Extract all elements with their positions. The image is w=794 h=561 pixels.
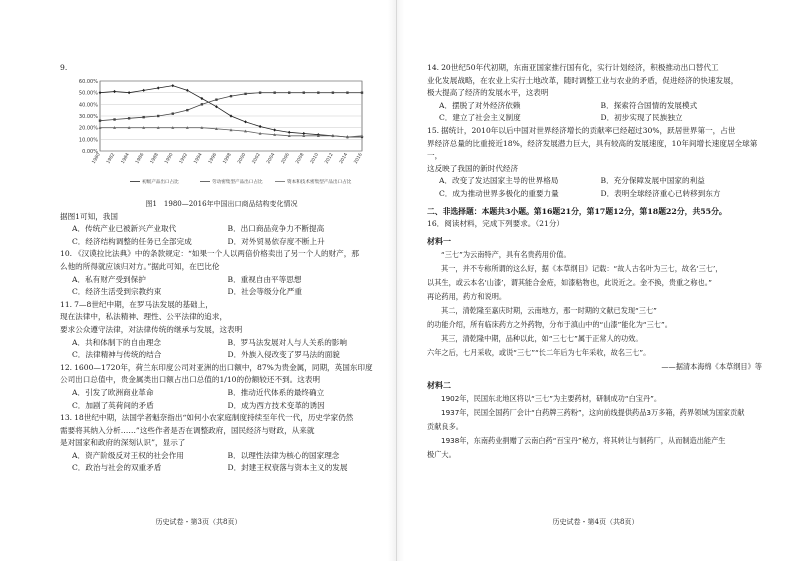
y-tick-label: 50.00% <box>78 90 98 97</box>
q9-option-d[interactable]: D．对外贸易依存度不断上升 <box>227 236 325 246</box>
data-point <box>157 114 159 116</box>
data-point <box>288 130 291 133</box>
data-point <box>113 118 115 120</box>
q15-stem-text1: 据统计，2010年以后中国对世界经济增长的贡献率已经超过30%，跃居世界第一，占世 <box>441 125 736 135</box>
q12-stem-line2: 公司出口总值中，贵金属类出口额占出口总值的1/10的份额较还不到。这表明 <box>60 375 321 385</box>
q9-stem: 据图1可知，我国 <box>60 211 118 221</box>
y-tick-label: 20.00% <box>78 125 98 132</box>
q15-number: 15. <box>427 125 440 135</box>
data-point <box>99 91 102 94</box>
data-point <box>332 91 334 93</box>
data-point <box>259 91 261 93</box>
right-page <box>397 0 794 561</box>
q9-option-c[interactable]: C．经济结构调整的任务已全部完成 <box>72 236 192 246</box>
q10-number: 10. <box>60 249 73 259</box>
data-point <box>186 109 188 111</box>
q12-option-a[interactable]: A．引发了欧洲商业革命 <box>72 387 154 397</box>
x-tick-label: 2016 <box>353 152 364 165</box>
data-point <box>186 88 189 91</box>
y-tick-label: 40.00% <box>78 101 98 108</box>
data-point <box>142 116 144 118</box>
y-tick-label: 0.00% <box>82 148 98 155</box>
q14-options <box>427 100 762 125</box>
export-structure-chart <box>70 77 370 197</box>
data-point <box>128 91 131 94</box>
x-tick-label: 2008 <box>295 152 306 165</box>
q13-stem-line3: 是对国家和政府的深刻认识”，显示了 <box>60 438 186 448</box>
x-tick-label: 1992 <box>179 152 190 165</box>
x-tick-label: 1984 <box>120 152 131 165</box>
material2-line: 1937年，民国全国药厂会计“白药牌三药粉”，这向前线提供药品3万多箱，药界领域为国家贡献 <box>441 408 745 418</box>
material2-line: 1902年，民国东北地区将以“三七”为主要药材，研制成功“白宝丹”。 <box>441 394 662 404</box>
q11-number: 11. <box>60 299 73 309</box>
q12-option-c[interactable]: C．加剧了英荷间的矛盾 <box>72 400 154 410</box>
material1-line: 其三，清乾隆中期，品种以此，如“三七七”属于正常人的功效。 <box>441 334 643 344</box>
q12-stem-text1: 1600—1720年，荷兰东印度公司对亚洲的出口额中，87%为贵金属，同期，英国东印度 <box>74 362 373 372</box>
q15-options <box>427 175 762 200</box>
material1-line: 其二，清乾隆至嘉庆时期，云南地方，那一时期的文献已发现“三七” <box>441 306 657 316</box>
data-point <box>99 119 101 121</box>
q16-intro: 16．阅读材料，完成下列要求。（21分） <box>427 218 565 228</box>
material1-source: ——据清本海绵《本草纲目》等 <box>661 362 762 372</box>
q13-stem-line2: 需要将其纳入分析……”这些作者是否在调整政府，国民经济与财政，从来就 <box>60 425 315 435</box>
left-page-footer: 历史试卷・第3页（共8页） <box>155 518 242 526</box>
q12-stem-line1 <box>60 362 383 375</box>
y-tick-label: 60.00% <box>78 78 98 85</box>
q10-stem-line1 <box>60 248 383 261</box>
y-tick-label: 10.00% <box>78 136 98 143</box>
data-point <box>244 120 247 123</box>
q13-option-a[interactable]: A．资产阶级反对王权的社会作用 <box>72 450 184 460</box>
q9-options <box>60 223 383 248</box>
material1-line: 再论药用，药方和说明。 <box>427 292 507 302</box>
q11-option-a[interactable]: A．共和体制下的自由理念 <box>72 337 162 347</box>
data-point <box>317 91 319 93</box>
q13-options <box>60 450 383 475</box>
q14-stem-line3: 极大提高了经济的发展水平，这表明 <box>427 88 549 98</box>
q14-option-b[interactable]: B．探索符合国情的发展模式 <box>600 100 698 110</box>
x-tick-label: 1998 <box>222 152 233 165</box>
q13-stem-text1: 18世纪中期，法国学者魁奈指出“如何小农家庭制度持续至年代一代，历史学家仍然 <box>74 413 354 423</box>
data-point <box>128 117 130 119</box>
x-tick-label: 2012 <box>324 152 335 165</box>
figure-caption: 图1 1980—2016年中国出口商品结构变化情况 <box>145 199 298 208</box>
q15-option-a[interactable]: A．改变了发达国家主导的世界格局 <box>439 176 559 186</box>
data-point <box>215 98 217 100</box>
data-point <box>171 84 174 87</box>
material1-line: 的功能介绍，所有临床药方之外药物，分布于滇山中的“山漆”能化为“三七”。 <box>427 320 672 330</box>
x-tick-label: 1980 <box>91 152 102 165</box>
q11-stem-line2: 现在法律中，私法精神、理性、公平法律的追求， <box>60 312 228 322</box>
line-chart-svg <box>70 77 370 189</box>
data-point <box>200 96 203 99</box>
q14-stem-line1 <box>427 62 762 75</box>
q13-stem-line1 <box>60 412 383 425</box>
q15-option-d[interactable]: D．表明全球经济重心已转移到东方 <box>600 188 721 198</box>
material1-line: 其一，并不专称所谓的这么好，据《本草纲目》记载：“故人古名叶为三七，故名‘三七’， <box>441 264 723 274</box>
q12-options <box>60 387 383 412</box>
x-tick-label: 2002 <box>251 152 262 165</box>
q15-stem-line2: 界经济总量的比重接近18%，经济发展潜力巨大，具有较高的发展速度，10年间增长速度居全球第一， <box>427 138 758 161</box>
q14-stem-line2: 业化发展战略，在农业上实行土地改革，随时调整工业与农业的矛盾，促进经济的快速发展， <box>427 75 739 85</box>
data-point <box>273 91 275 93</box>
q11-stem-line1 <box>60 299 383 312</box>
x-tick-label: 2014 <box>339 152 350 165</box>
material2-line: 贡献良多。 <box>427 422 463 432</box>
x-tick-label: 1982 <box>106 152 117 165</box>
q14-option-a[interactable]: A．摆脱了对外经济依赖 <box>439 100 521 110</box>
q12-number: 12. <box>60 362 73 372</box>
q10-option-a[interactable]: A．私有财产受到保护 <box>72 274 146 284</box>
data-point <box>361 91 363 93</box>
material2-line: 1938年，东南药业捐赠了云南白药“百宝丹”秘方，将其转让与制药厂，从而制造出能产生 <box>441 436 726 446</box>
y-tick-label: 30.00% <box>78 113 98 120</box>
data-point <box>172 112 174 114</box>
material1-line: “三七”为云南特产，具有名贵药用价值。 <box>441 250 571 260</box>
q11-option-d[interactable]: D．外族入侵改变了罗马法的面貌 <box>227 350 340 360</box>
q14-stem-text1: 20世纪50年代初期，东南亚国家推行国有化，实行计划经济，积极推动出口替代工 <box>441 63 719 72</box>
data-point <box>244 92 246 94</box>
q13-number: 13. <box>60 413 73 423</box>
q14-option-c[interactable]: C．建立了社会主义制度 <box>439 113 521 123</box>
data-point <box>288 91 290 93</box>
data-point <box>201 103 203 105</box>
q15-option-b[interactable]: B．充分保障发展中国家的利益 <box>600 176 705 186</box>
q10-option-b[interactable]: B．重视自由平等思想 <box>227 274 302 284</box>
x-tick-label: 1996 <box>208 152 219 165</box>
q13-option-b[interactable]: B．以理性法律为核心的国家理念 <box>227 450 340 460</box>
x-tick-label: 2004 <box>266 152 277 165</box>
data-point <box>230 114 233 117</box>
x-tick-label: 2000 <box>237 152 248 165</box>
q11-stem-text1: 7—8世纪中期，在罗马法发展的基础上， <box>74 299 213 309</box>
q15-stem-line1 <box>427 125 762 138</box>
material2-line: 极广大。 <box>427 450 456 460</box>
q11-option-b[interactable]: B．罗马法发展对人与人关系的影响 <box>227 337 347 347</box>
q9-option-a[interactable]: A．传统产业已被新兴产业取代 <box>72 224 177 234</box>
q10-stem-text1: 《汉谟拉比法典》中的条款规定：“如果一个人以两倍价格卖出了另一个人的财产，那 <box>74 249 359 259</box>
q11-option-c[interactable]: C．法律精神与传统的结合 <box>72 350 162 360</box>
q10-option-d[interactable]: D．社会等级分化严重 <box>227 287 302 297</box>
material1-title: 材料一 <box>427 236 451 247</box>
q10-option-c[interactable]: C．经济生活受到宗教约束 <box>72 287 162 297</box>
q13-option-d[interactable]: D．封建王权衰落与资本主义的发展 <box>227 463 348 473</box>
q12-option-d[interactable]: D．成为西方技术变革的诱因 <box>227 400 325 410</box>
q12-option-b[interactable]: B．推动近代体系的最终确立 <box>227 387 325 397</box>
section-header-nonchoice: 二、非选择题：本题共3小题。第16题21分，第17题12分，第18题22分，共55分。 <box>427 206 727 216</box>
legend-label: 劳动密集型产品出口占比 <box>212 179 263 185</box>
q9-number: 9. <box>60 63 68 72</box>
x-tick-label: 1990 <box>164 152 175 165</box>
x-tick-label: 2006 <box>280 152 291 165</box>
data-point <box>230 95 232 97</box>
x-tick-label: 1986 <box>135 152 146 165</box>
legend-label: 初级产品出口占比 <box>142 179 179 185</box>
data-point <box>157 86 160 89</box>
legend-label: 资本和技术密集型产品出口占比 <box>287 179 352 185</box>
q11-stem-line3: 要求公众遵守法律，对法律传统的继承与发展，这表明 <box>60 324 243 334</box>
q9-option-b[interactable]: B．出口商品竞争力不断提高 <box>227 224 325 234</box>
material1-line: 六年之后，七月采收，或说“三七”“长二年后为七年采收，故名三七”。 <box>427 348 651 358</box>
data-point <box>303 91 305 93</box>
material2-title: 材料二 <box>427 380 451 391</box>
q10-stem-line2: 么他的所得就应该归对方。”据此可知，在巴比伦 <box>60 261 220 271</box>
data-point <box>346 91 348 93</box>
q10-options <box>60 274 383 299</box>
x-tick-label: 2010 <box>310 152 321 165</box>
q14-option-d[interactable]: D．初步实现了民族独立 <box>600 113 683 123</box>
q15-stem-line3: 这反映了我国的新时代经济 <box>427 163 519 173</box>
x-tick-label: 1994 <box>193 152 204 165</box>
x-tick-label: 1988 <box>149 152 160 165</box>
q15-option-c[interactable]: C．成为推动世界多极化的重要力量 <box>439 188 559 198</box>
data-point <box>215 105 218 108</box>
data-point <box>273 128 276 131</box>
data-point <box>142 88 145 91</box>
q11-options <box>60 337 383 362</box>
q13-option-c[interactable]: C．政治与社会的双重矛盾 <box>72 463 162 473</box>
material1-line: 以其生，或云本名‘山漆’，谓其能合金疮，如漆粘物也，此说近之。金不换，贵重之称也。” <box>427 278 713 288</box>
q14-number: 14. <box>427 63 440 72</box>
right-page-footer: 历史试卷・第4页（共8页） <box>552 518 639 526</box>
